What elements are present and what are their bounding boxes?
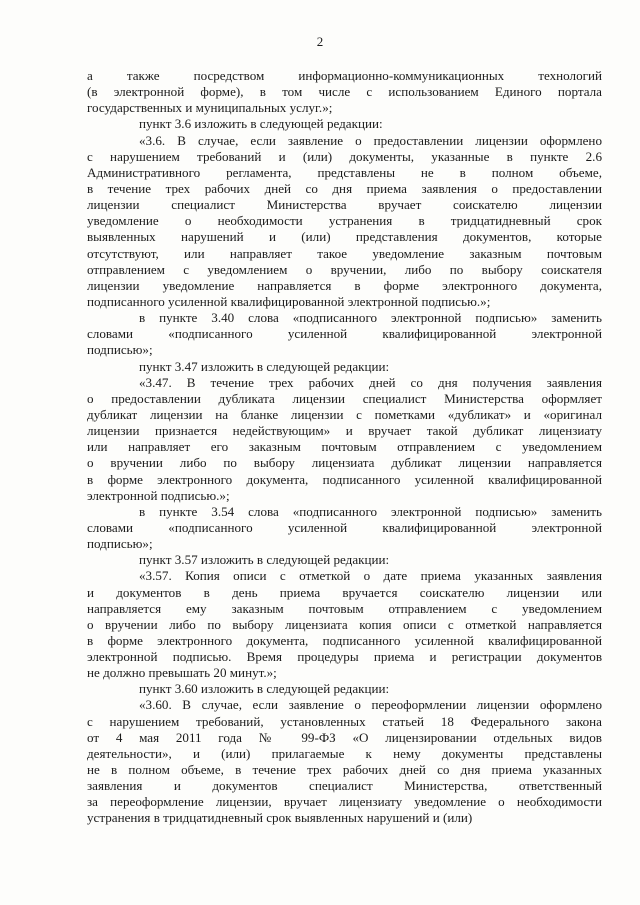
- page-number: 2: [316, 34, 324, 49]
- paragraph: [87, 697, 602, 826]
- text-line: (в электронной форме), в том числе с использованием Единого портала: [87, 84, 602, 100]
- text-line: а также посредством информационно-коммуникационных технологий: [87, 68, 602, 83]
- text-line: или направляет его заказным почтовым отправлением с уведомлением: [87, 439, 602, 455]
- text-line: о вручении либо по выбору лицензиата копия описи с отметкой направляется: [87, 616, 602, 632]
- document-body: [87, 68, 602, 827]
- text-line: подписью»;: [87, 342, 153, 358]
- paragraph: [87, 116, 602, 132]
- text-line: заявления и документов специалист Министерства, ответственный: [87, 778, 602, 794]
- paragraph: [87, 359, 602, 375]
- text-line: и документов в день приема вручается соискателю лицензии или: [87, 584, 602, 600]
- text-line: за переоформление лицензии, вручает лицензиату уведомление о необходимости: [87, 794, 602, 810]
- text-line: в форме электронного документа, подписанного усиленной квалифицированной: [87, 632, 602, 648]
- text-line: от 4 мая 2011 года № 99-ФЗ «О лицензировании отдельных видов: [87, 729, 602, 745]
- text-line: с нарушением требований, установленных статьей 18 Федерального закона: [87, 713, 602, 729]
- text-line: устранения в тридцатидневный срок выявленных нарушений и (или): [87, 810, 473, 826]
- text-line: деятельности», и (или) прилагаемые к нему документы представлены: [87, 745, 602, 761]
- text-line: подписанного усиленной квалифицированной электронной подписью.»;: [87, 293, 491, 309]
- text-line: подписью»;: [87, 536, 153, 552]
- text-line: о вручении либо по выбору лицензиата дубликат лицензии направляется: [87, 455, 602, 471]
- text-line: лицензии уведомление направляется в форме электронного документа,: [87, 277, 602, 293]
- text-line: «3.57. Копия описи с отметкой о дате приема указанных заявления: [139, 568, 602, 584]
- text-line: выявленных нарушений и (или) представления документов, которые: [87, 229, 602, 245]
- text-line: электронной подписью. Время процедуры приема и регистрации документов: [87, 649, 602, 665]
- text-line: словами «подписанного усиленной квалифицированной электронной: [87, 519, 602, 535]
- paragraph: [87, 310, 602, 358]
- text-line: пункт 3.60 изложить в следующей редакции:: [139, 681, 390, 697]
- text-line: отсутствуют, или направляет такое уведомление заказным почтовым: [87, 245, 602, 261]
- text-line: о предоставлении дубликата лицензии специалист Министерства оформляет: [87, 390, 602, 406]
- text-line: в пункте 3.54 слова «подписанного электронной подписью» заменить: [139, 503, 602, 519]
- text-line: направляется ему заказным почтовым отправлением с уведомлением: [87, 600, 602, 616]
- text-line: словами «подписанного усиленной квалифицированной электронной: [87, 326, 602, 342]
- text-line: с нарушением требований и (или) документы, указанные в пункте 2.6: [87, 148, 602, 164]
- text-line: не должно превышать 20 минут.»;: [87, 665, 277, 681]
- text-line: «3.60. В случае, если заявление о переоформлении лицензии оформлено: [139, 697, 602, 713]
- text-line: пункт 3.47 изложить в следующей редакции:: [139, 358, 390, 374]
- text-line: уведомление о необходимости устранения в тридцатидневный срок: [87, 213, 602, 229]
- text-line: в форме электронного документа, подписанного усиленной квалифицированной: [87, 471, 602, 487]
- text-line: пункт 3.6 изложить в следующей редакции:: [139, 116, 383, 132]
- text-line: в течение трех рабочих дней со дня приема заявления о предоставлении: [87, 180, 602, 196]
- text-line: «3.47. В течение трех рабочих дней со дня получения заявления: [139, 374, 602, 390]
- paragraph: [87, 504, 602, 552]
- paragraph: [87, 375, 602, 504]
- paragraph: [87, 568, 602, 681]
- paragraph: [87, 552, 602, 568]
- text-line: лицензии специалист Министерства вручает соискателю лицензии: [87, 197, 602, 213]
- paragraph: [87, 68, 602, 116]
- text-line: Административного регламента, представлены не в полном объеме,: [87, 164, 602, 180]
- text-line: электронной подписью.»;: [87, 487, 230, 503]
- text-line: отправлением с уведомлением о вручении, либо по выбору соискателя: [87, 261, 602, 277]
- text-line: лицензии признается недействующим» и вручает такой дубликат лицензиату: [87, 423, 602, 439]
- paragraph: [87, 133, 602, 311]
- text-line: государственных и муниципальных услуг.»;: [87, 100, 333, 116]
- text-line: «3.6. В случае, если заявление о предоставлении лицензии оформлено: [139, 132, 602, 148]
- text-line: в пункте 3.40 слова «подписанного электронной подписью» заменить: [139, 310, 602, 326]
- text-line: дубликат лицензии на бланке лицензии с пометками «дубликат» и «оригинал: [87, 406, 602, 422]
- text-line: не в полном объеме, в течение трех рабочих дней со дня приема указанных: [87, 762, 602, 778]
- text-line: пункт 3.57 изложить в следующей редакции:: [139, 552, 390, 568]
- paragraph: [87, 681, 602, 697]
